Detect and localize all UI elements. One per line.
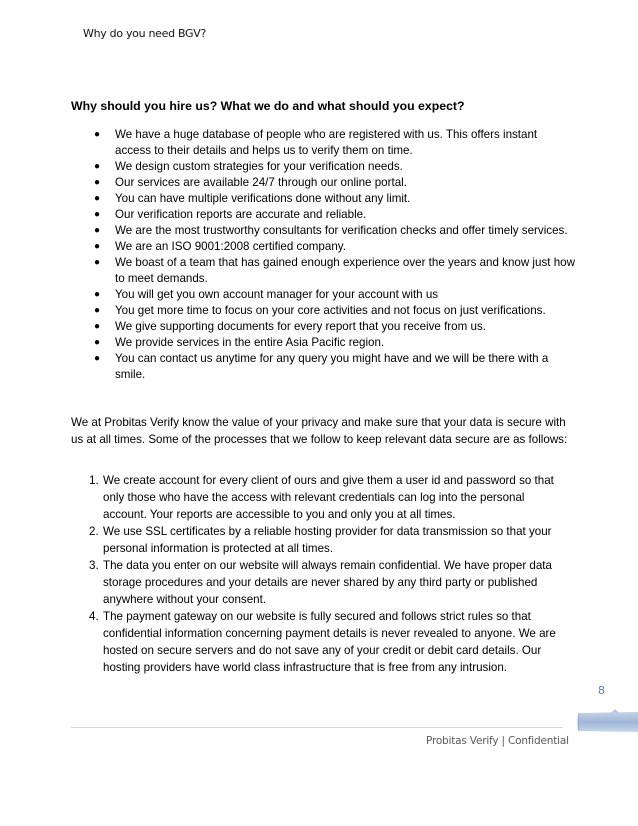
bullet-icon: ●: [94, 305, 101, 316]
bullet-icon: ●: [94, 209, 101, 220]
list-item: ● We are the most trustworthy consultants for verification checks and offer timely services.: [94, 224, 568, 237]
page-number: 8: [598, 684, 605, 697]
list-item: 4. The payment gateway on our website is fully secured and follows strict rules so that confidential information concerning payment details is never revealed to anyone. We are hosted on secure servers and do not save any of your credit or debit card details. Our hosting providers have world class infrastructure that is free from any intrusion.: [89, 610, 556, 674]
list-item: ● We design custom strategies for your verification needs.: [94, 160, 403, 173]
list-item: ● You can contact us anytime for any query you might have and we will be there with a smile.: [94, 352, 549, 381]
list-number: 4.: [89, 610, 99, 623]
bullet-icon: ●: [94, 337, 101, 348]
bullet-icon: ●: [94, 353, 101, 364]
page-header-title: Why do you need BGV?: [83, 27, 206, 40]
list-item: ● We boast of a team that has gained enough experience over the years and know just how to meet demands.: [94, 256, 575, 285]
list-item: ● You can have multiple verifications done without any limit.: [94, 192, 411, 205]
page-tab-decoration: [575, 709, 638, 735]
bullet-icon: ●: [94, 129, 101, 140]
bullet-icon: ●: [94, 225, 101, 236]
bullet-icon: ●: [94, 289, 101, 300]
list-number: 3.: [89, 559, 99, 572]
bullet-icon: ●: [94, 193, 101, 204]
privacy-paragraph: We at Probitas Verify know the value of your privacy and make sure that your data is secure with us at all times. Some of the processes that we follow to keep relevant data secure are as follows:: [71, 416, 568, 446]
bullet-icon: ●: [94, 177, 101, 188]
list-item: 2. We use SSL certificates by a reliable hosting provider for data transmission so that your personal information is protected at all times.: [89, 525, 552, 555]
footer-divider: [71, 727, 563, 728]
bullet-icon: ●: [94, 241, 101, 252]
bullet-icon: ●: [94, 161, 101, 172]
list-item: ● We provide services in the entire Asia Pacific region.: [94, 336, 385, 349]
list-item: ● You get more time to focus on your core activities and not focus on just verifications.: [94, 304, 546, 317]
security-numbered-list: [71, 472, 571, 676]
list-item: 1. We create account for every client of ours and give them a user id and password so that only those who have the access with relevant credentials can log into the personal account. Your reports are accessible to you and only you at all times.: [89, 474, 554, 521]
section-heading: Why should you hire us? What we do and what should you expect?: [71, 99, 465, 113]
list-item: ● Our verification reports are accurate and reliable.: [94, 208, 367, 221]
list-item: ● Our services are available 24/7 through our online portal.: [94, 176, 407, 189]
list-number: 2.: [89, 525, 99, 538]
footer-text: Probitas Verify | Confidential: [426, 735, 569, 747]
list-item: ● We give supporting documents for every report that you receive from us.: [94, 320, 486, 333]
list-item: ● We have a huge database of people who are registered with us. This offers instant access to their details and helps us to verify them on time.: [94, 128, 538, 157]
bullet-icon: ●: [94, 257, 101, 268]
benefits-bullet-list: [71, 127, 576, 383]
list-number: 1.: [89, 474, 99, 487]
list-item: ● You will get you own account manager for your account with us: [94, 288, 439, 301]
bullet-icon: ●: [94, 321, 101, 332]
list-item: 3. The data you enter on our website will always remain confidential. We have proper data storage procedures and your details are never shared by any third party or published anywhere without your consent.: [89, 559, 552, 606]
list-item: ● We are an ISO 9001:2008 certified company.: [94, 240, 346, 253]
